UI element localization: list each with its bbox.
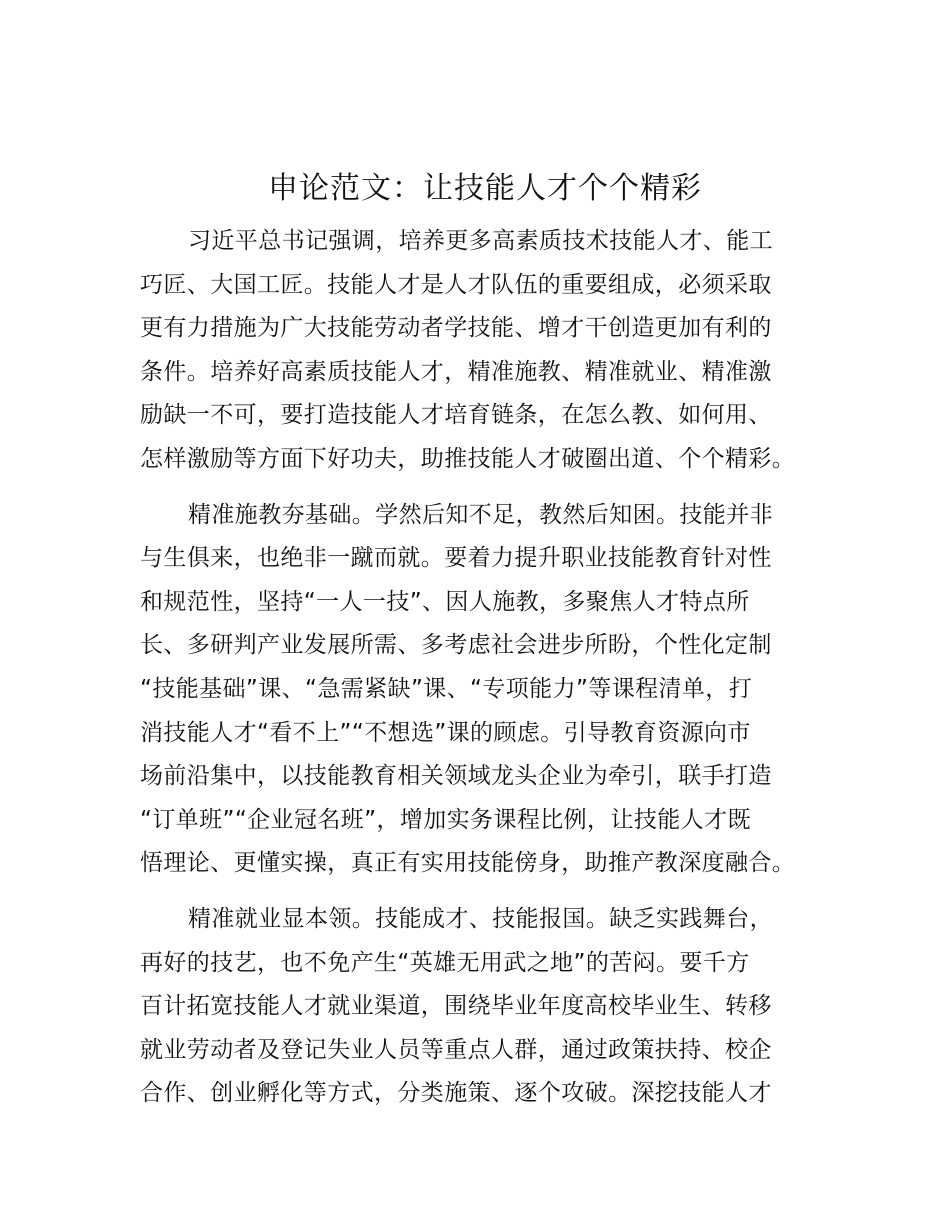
document-page <box>140 168 830 1116</box>
document-title: 申论范文：让技能人才个个精彩 <box>268 171 702 206</box>
paragraph-line: 怎样激励等方面下好功夫，助推技能人才破圈出道、个个精彩。 <box>140 445 796 472</box>
paragraph-3 <box>140 898 830 1116</box>
paragraph-2 <box>140 494 830 886</box>
paragraph-line: 习近平总书记强调，培养更多高素质技术技能人才、能工 <box>188 228 773 254</box>
paragraph-line: 精准施教夯基础。学然后知不足，教然后知困。技能并非 <box>188 501 773 528</box>
paragraph-line: 就业劳动者及登记失业人员等重点人群，通过政策扶持、校企 <box>140 1036 772 1063</box>
paragraph-line: 励缺一不可，要打造技能人才培育链条，在怎么教、如何用、 <box>140 402 772 429</box>
paragraph-line: 条件。培养好高素质技能人才，精准施教、精准就业、精准激 <box>140 358 772 385</box>
paragraph-line: 悟理论、更懂实操，真正有实用技能傍身，助推产教深度融合。 <box>140 850 796 877</box>
paragraph-line: 场前沿集中，以技能教育相关领域龙头企业为牵引，联手打造 <box>140 763 772 790</box>
paragraph-line: 更有力措施为广大技能劳动者学技能、增才干创造更加有利的 <box>140 315 772 342</box>
paragraph-line: 消技能人才“看不上”“不想选”课的顾虑。引导教育资源向市 <box>140 719 751 746</box>
paragraph-line: 与生俱来，也绝非一蹴而就。要着力提升职业技能教育针对性 <box>140 545 772 572</box>
paragraph-1 <box>140 220 830 482</box>
paragraph-line: 和规范性，坚持“一人一技”、因人施教，多聚焦人才特点所 <box>140 588 750 615</box>
paragraph-line: 再好的技艺，也不免产生“英雄无用武之地”的苦闷。要千方 <box>140 949 750 976</box>
paragraph-line: 合作、创业孵化等方式，分类施策、逐个攻破。深挖技能人才 <box>140 1080 772 1107</box>
paragraph-line: “订单班”“企业冠名班”，增加实务课程比例，让技能人才既 <box>140 806 751 833</box>
paragraph-line: 长、多研判产业发展所需、多考虑社会进步所盼，个性化定制 <box>140 632 772 659</box>
paragraph-line: “技能基础”课、“急需紧缺”课、“专项能力”等课程清单，打 <box>140 675 753 702</box>
paragraph-line: 巧匠、大国工匠。技能人才是人才队伍的重要组成，必须采取 <box>140 271 772 298</box>
paragraph-line: 精准就业显本领。技能成才、技能报国。缺乏实践舞台， <box>188 905 773 932</box>
paragraph-line: 百计拓宽技能人才就业渠道，围绕毕业年度高校毕业生、转移 <box>140 993 772 1020</box>
